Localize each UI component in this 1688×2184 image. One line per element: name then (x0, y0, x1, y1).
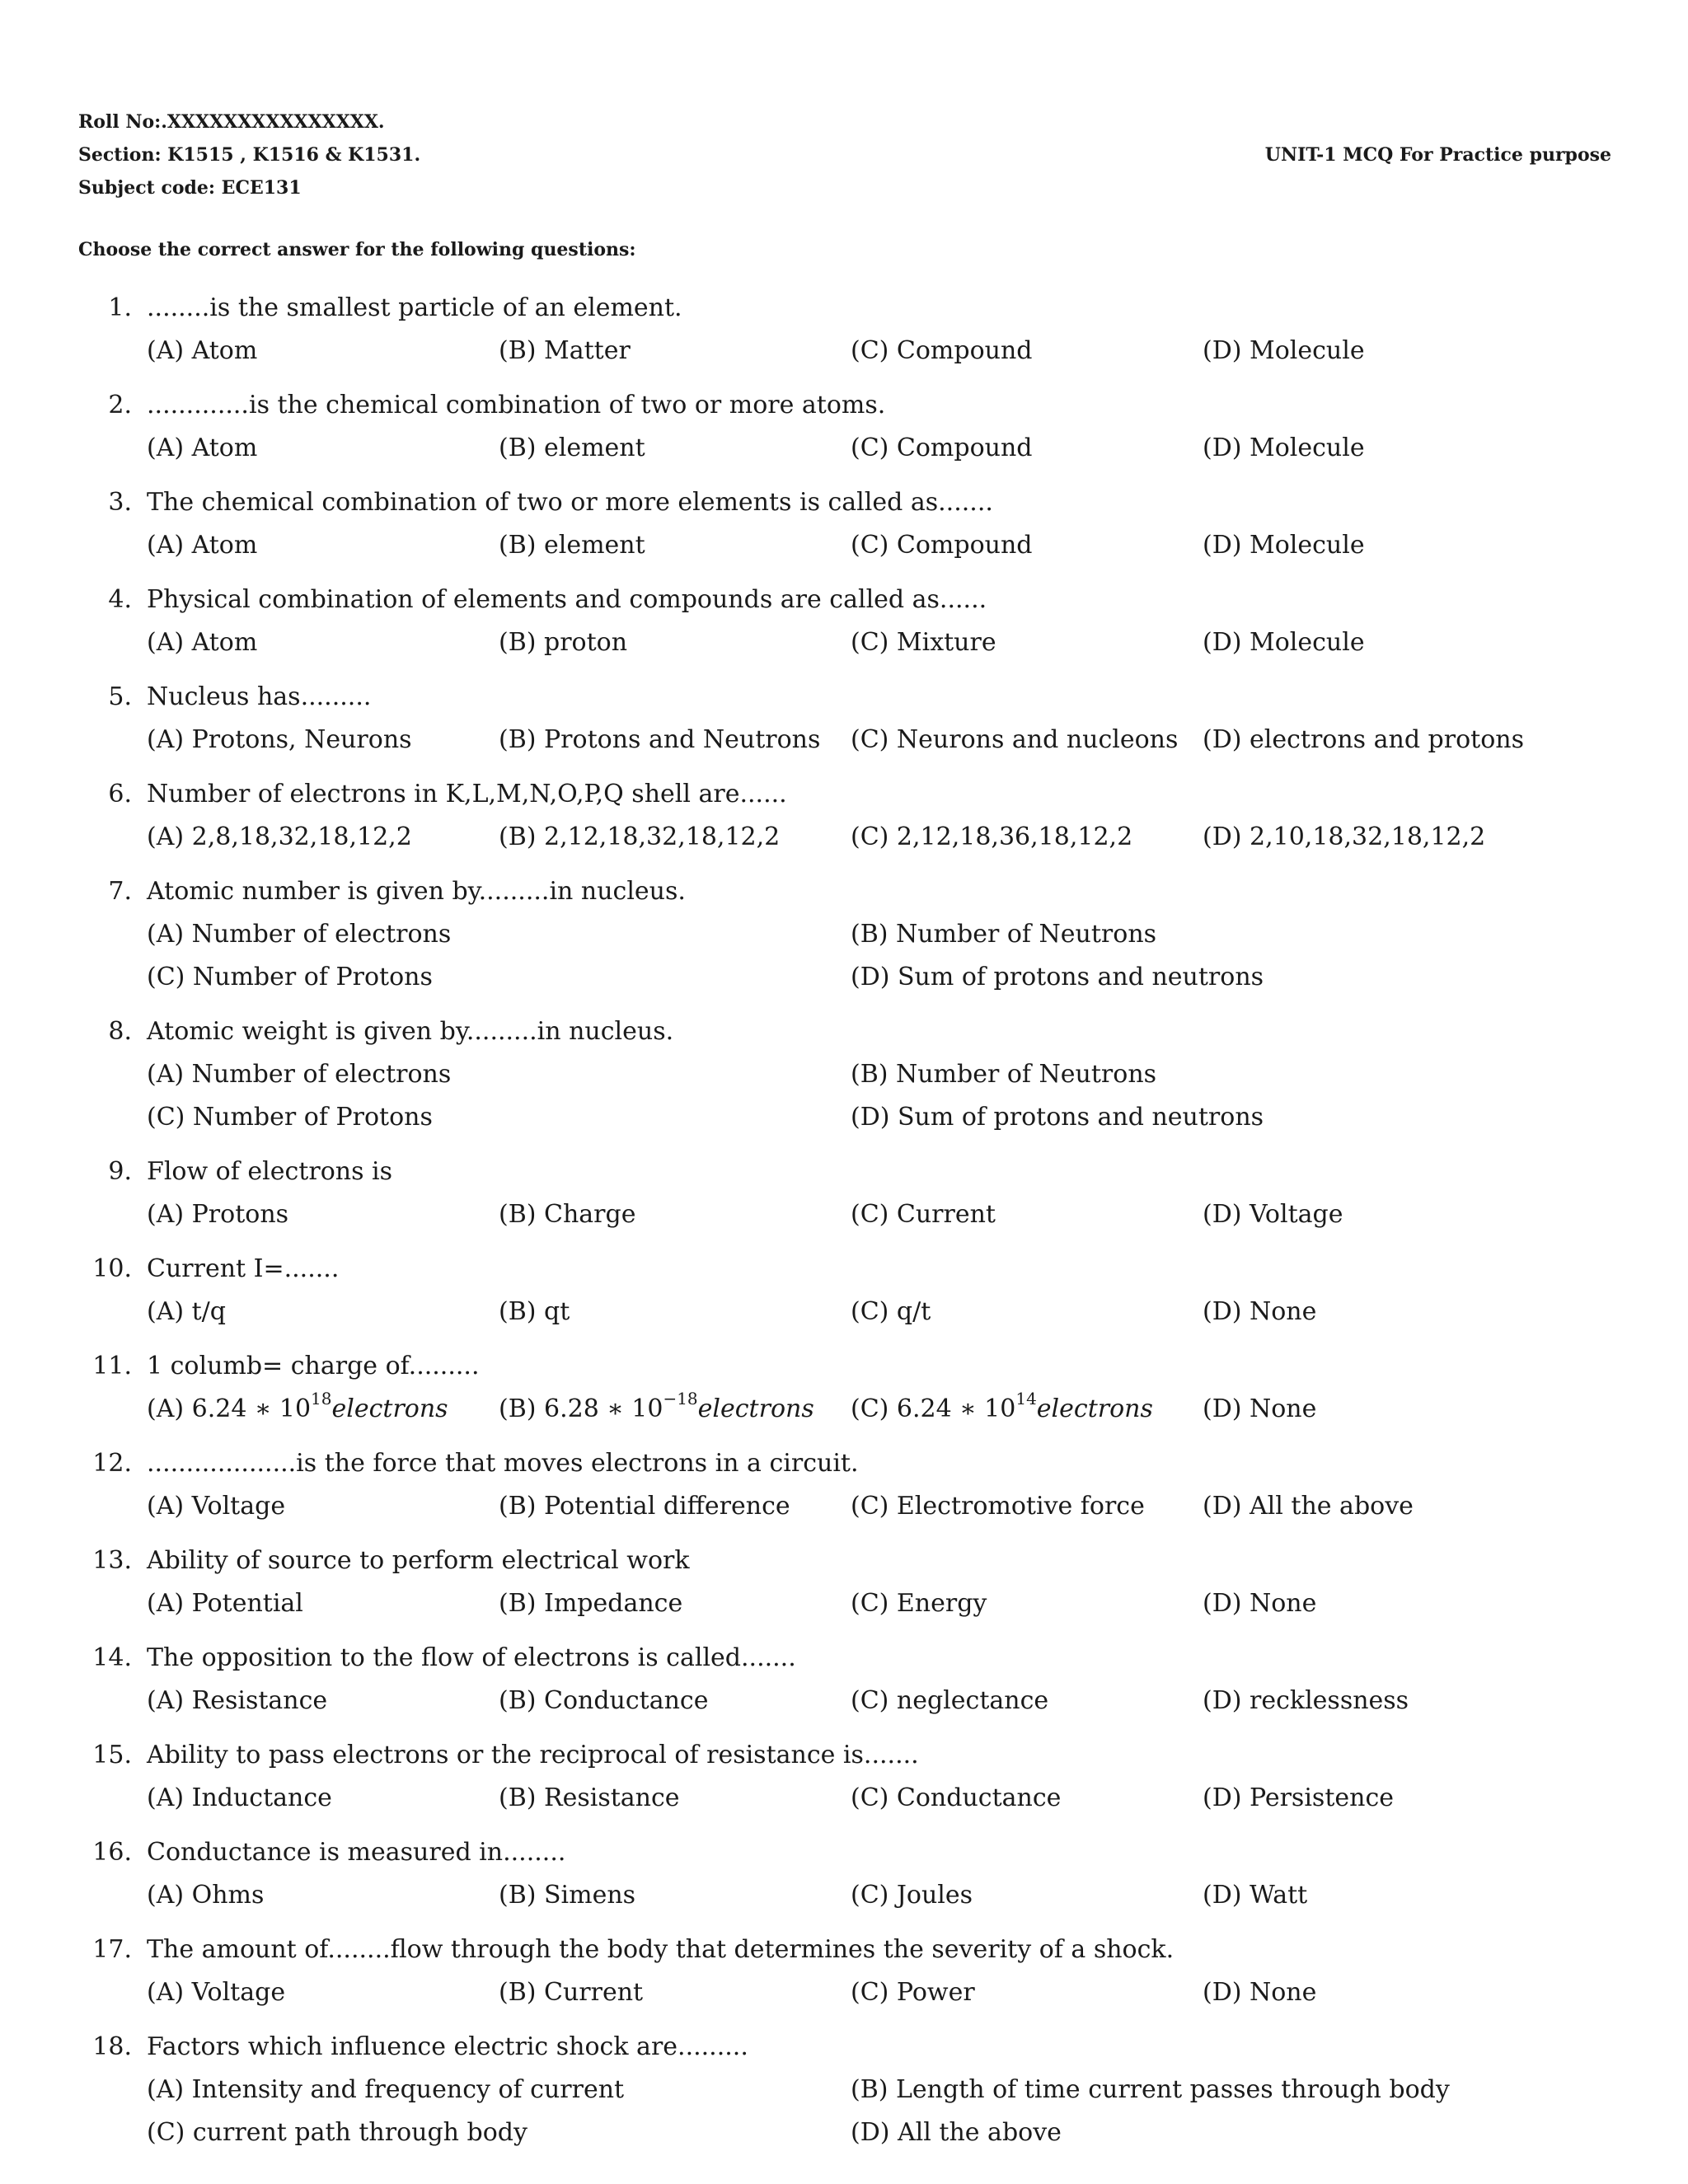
answer-option[interactable]: (A) Intensity and frequency of current (147, 2075, 625, 2104)
option-base: (C) 6.24 ∗ 10 (851, 1394, 1016, 1423)
question-item (0, 1151, 1688, 1236)
question-text: Flow of electrons is (147, 1157, 392, 1186)
question-text: Ability to pass electrons or the reciprocal of resistance is....... (147, 1741, 919, 1769)
answer-option[interactable]: (B) element (499, 531, 645, 560)
question-line (0, 481, 1688, 524)
question-text: .............is the chemical combination of two or more atoms. (147, 391, 886, 419)
answer-option[interactable]: (D) None (1203, 1978, 1317, 2007)
question-text: Conductance is measured in........ (147, 1838, 566, 1867)
answer-option[interactable]: (A) Ohms (147, 1881, 265, 1910)
answer-option[interactable]: (D) 2,10,18,32,18,12,2 (1203, 823, 1486, 851)
question-text: Atomic number is given by.........in nucleus. (147, 877, 686, 906)
answer-option[interactable]: (C) Compound (851, 336, 1033, 365)
answer-option[interactable]: (D) None (1203, 1297, 1317, 1326)
option-base: (D) None (1203, 1394, 1317, 1423)
options-row (0, 816, 1688, 859)
option-exponent: 18 (311, 1389, 332, 1408)
question-item (0, 1929, 1688, 2014)
options-row (0, 1971, 1688, 2014)
question-number: 5. (108, 682, 132, 711)
question-line (0, 579, 1688, 621)
question-line (0, 384, 1688, 427)
option-base: (B) 6.28 ∗ 10 (499, 1394, 663, 1423)
answer-option[interactable]: (C) 2,12,18,36,18,12,2 (851, 823, 1133, 851)
options-row (0, 524, 1688, 567)
answer-option[interactable]: (D) electrons and protons (1203, 725, 1524, 754)
answer-option[interactable]: (B) Simens (499, 1881, 636, 1910)
answer-option[interactable]: (D) Watt (1203, 1881, 1308, 1910)
options-row (0, 956, 1688, 999)
question-item (0, 1010, 1688, 1139)
question-line (0, 773, 1688, 816)
question-item (0, 2026, 1688, 2154)
answer-option[interactable]: (B) qt (499, 1297, 570, 1326)
section-label: Section: K1515 , K1516 & K1531. (78, 144, 421, 166)
options-row (0, 2069, 1688, 2111)
question-text: ...................is the force that moves electrons in a circuit. (147, 1449, 859, 1478)
subject-code: Subject code: ECE131 (78, 177, 302, 199)
answer-option[interactable] (147, 1388, 448, 1431)
answer-option[interactable]: (A) Inductance (147, 1783, 332, 1812)
answer-option[interactable]: (A) Atom (147, 628, 258, 657)
answer-option[interactable]: (D) All the above (1203, 1492, 1414, 1521)
question-text: Current I=....... (147, 1254, 340, 1283)
question-number: 1. (108, 293, 132, 322)
option-unit: electrons (697, 1394, 814, 1423)
option-unit: electrons (331, 1394, 448, 1423)
question-line (0, 676, 1688, 719)
question-text: Physical combination of elements and compounds are called as...... (147, 585, 987, 614)
answer-option[interactable]: (C) Mixture (851, 628, 996, 657)
question-text: The opposition to the flow of electrons is called....... (147, 1643, 796, 1672)
answer-option[interactable]: (B) proton (499, 628, 628, 657)
answer-option[interactable]: (D) Sum of protons and neutrons (851, 963, 1264, 991)
question-item (0, 1637, 1688, 1722)
answer-option[interactable]: (A) Atom (147, 434, 258, 462)
question-item (0, 1734, 1688, 1820)
question-number: 3. (108, 488, 132, 517)
question-number: 17. (92, 1935, 132, 1964)
answer-option[interactable] (499, 1388, 814, 1431)
options-row (0, 2111, 1688, 2154)
question-item (0, 481, 1688, 567)
answer-option[interactable]: (C) Power (851, 1978, 975, 2007)
answer-option[interactable]: (C) Neurons and nucleons (851, 725, 1179, 754)
question-text: The chemical combination of two or more elements is called as....... (147, 488, 993, 517)
option-unit: electrons (1036, 1394, 1153, 1423)
question-line (0, 1637, 1688, 1680)
answer-option[interactable]: (B) Matter (499, 336, 631, 365)
answer-option[interactable]: (D) Persistence (1203, 1783, 1395, 1812)
options-row (0, 1291, 1688, 1333)
answer-option[interactable]: (B) 2,12,18,32,18,12,2 (499, 823, 781, 851)
answer-option[interactable]: (A) Voltage (147, 1492, 286, 1521)
answer-option[interactable]: (B) Conductance (499, 1686, 709, 1715)
question-number: 18. (92, 2032, 132, 2061)
answer-option[interactable]: (D) Voltage (1203, 1200, 1343, 1229)
answer-option[interactable]: (B) Number of Neutrons (851, 920, 1157, 949)
question-line (0, 1540, 1688, 1582)
options-row (0, 1096, 1688, 1139)
answer-option[interactable]: (B) Impedance (499, 1589, 683, 1618)
answer-option[interactable]: (A) Protons (147, 1200, 289, 1229)
answer-option[interactable]: (A) Number of electrons (147, 1060, 452, 1089)
question-item (0, 1248, 1688, 1333)
instructions: Choose the correct answer for the following questions: (78, 239, 636, 260)
question-number: 4. (108, 585, 132, 614)
section-line (78, 138, 1611, 171)
answer-option[interactable]: (B) Charge (499, 1200, 636, 1229)
answer-option[interactable]: (C) current path through body (147, 2118, 528, 2147)
answer-option[interactable]: (D) All the above (851, 2118, 1062, 2147)
answer-option[interactable]: (C) Number of Protons (147, 1103, 433, 1132)
question-item (0, 1345, 1688, 1431)
answer-option[interactable]: (C) Joules (851, 1881, 973, 1910)
question-line (0, 2026, 1688, 2069)
answer-option[interactable] (851, 1388, 1153, 1431)
answer-option[interactable]: (D) None (1203, 1589, 1317, 1618)
question-item (0, 384, 1688, 470)
answer-option[interactable]: (C) Compound (851, 434, 1033, 462)
answer-option[interactable]: (D) Molecule (1203, 434, 1365, 462)
answer-option[interactable]: (D) Molecule (1203, 336, 1365, 365)
question-line (0, 1442, 1688, 1485)
options-row (0, 1874, 1688, 1917)
question-line (0, 1345, 1688, 1388)
question-line (0, 1248, 1688, 1291)
question-line (0, 1734, 1688, 1777)
answer-option[interactable]: (C) Number of Protons (147, 963, 433, 991)
answer-option[interactable]: (C) Energy (851, 1589, 987, 1618)
answer-option[interactable]: (D) recklessness (1203, 1686, 1409, 1715)
question-number: 12. (92, 1449, 132, 1478)
question-text: Nucleus has......... (147, 682, 372, 711)
question-line (0, 1831, 1688, 1874)
answer-option[interactable]: (B) element (499, 434, 645, 462)
question-item (0, 1831, 1688, 1917)
question-text: Factors which influence electric shock are......... (147, 2032, 748, 2061)
question-line (0, 1151, 1688, 1193)
question-text: 1 columb= charge of......... (147, 1352, 480, 1380)
question-text: Ability of source to perform electrical work (147, 1546, 690, 1575)
options-row (0, 330, 1688, 373)
answer-option[interactable]: (C) Current (851, 1200, 996, 1229)
answer-option[interactable]: (C) q/t (851, 1297, 931, 1326)
options-row (0, 913, 1688, 956)
answer-option[interactable]: (A) Atom (147, 336, 258, 365)
answer-option[interactable]: (A) 2,8,18,32,18,12,2 (147, 823, 412, 851)
option-exponent: −18 (663, 1389, 698, 1408)
answer-option[interactable]: (A) Protons, Neurons (147, 725, 412, 754)
answer-option[interactable]: (D) Molecule (1203, 531, 1365, 560)
option-base: (A) 6.24 ∗ 10 (147, 1394, 312, 1423)
options-row (0, 621, 1688, 664)
question-line (0, 870, 1688, 913)
unit-title: UNIT-1 MCQ For Practice purpose (1264, 144, 1611, 166)
answer-option[interactable]: (B) Length of time current passes through body (851, 2075, 1450, 2104)
answer-option[interactable]: (C) Electromotive force (851, 1492, 1145, 1521)
question-number: 2. (108, 391, 132, 419)
question-item (0, 1442, 1688, 1528)
options-row (0, 1777, 1688, 1820)
question-item (0, 1540, 1688, 1625)
roll-number: Roll No:.XXXXXXXXXXXXXXX. (78, 111, 385, 133)
question-number: 14. (92, 1643, 132, 1672)
question-line (0, 287, 1688, 330)
answer-option[interactable]: (B) Potential difference (499, 1492, 790, 1521)
question-list (0, 287, 1688, 2166)
answer-option[interactable]: (C) Compound (851, 531, 1033, 560)
question-number: 8. (108, 1017, 132, 1046)
question-item (0, 773, 1688, 859)
answer-option[interactable]: (A) Number of electrons (147, 920, 452, 949)
question-text: ........is the smallest particle of an element. (147, 293, 682, 322)
options-row (0, 427, 1688, 470)
question-text: Atomic weight is given by.........in nucleus. (147, 1017, 674, 1046)
answer-option[interactable]: (C) Conductance (851, 1783, 1062, 1812)
options-row (0, 1053, 1688, 1096)
answer-option[interactable]: (B) Current (499, 1978, 644, 2007)
question-item (0, 579, 1688, 664)
question-number: 6. (108, 780, 132, 808)
question-line (0, 1010, 1688, 1053)
question-number: 11. (92, 1352, 132, 1380)
answer-option[interactable]: (A) Voltage (147, 1978, 286, 2007)
options-row (0, 1193, 1688, 1236)
answer-option[interactable]: (B) Protons and Neutrons (499, 725, 821, 754)
answer-option[interactable]: (D) Molecule (1203, 628, 1365, 657)
document-header (78, 105, 1611, 204)
question-number: 13. (92, 1546, 132, 1575)
answer-option[interactable]: (A) Atom (147, 531, 258, 560)
answer-option[interactable]: (D) Sum of protons and neutrons (851, 1103, 1264, 1132)
answer-option[interactable]: (A) Resistance (147, 1686, 328, 1715)
question-item (0, 287, 1688, 373)
question-text: Number of electrons in K,L,M,N,O,P,Q shell are...... (147, 780, 787, 808)
options-row (0, 1388, 1688, 1431)
answer-option[interactable]: (A) Potential (147, 1589, 303, 1618)
options-row (0, 1485, 1688, 1528)
question-number: 7. (108, 877, 132, 906)
options-row (0, 1582, 1688, 1625)
answer-option[interactable]: (C) neglectance (851, 1686, 1049, 1715)
question-text: The amount of........flow through the body that determines the severity of a shock. (147, 1935, 1175, 1964)
answer-option[interactable]: (A) t/q (147, 1297, 226, 1326)
options-row (0, 1680, 1688, 1722)
question-number: 9. (108, 1157, 132, 1186)
question-item (0, 676, 1688, 762)
options-row (0, 719, 1688, 762)
question-number: 10. (92, 1254, 132, 1283)
answer-option[interactable]: (B) Number of Neutrons (851, 1060, 1157, 1089)
question-number: 15. (92, 1741, 132, 1769)
option-exponent: 14 (1015, 1389, 1037, 1408)
question-item (0, 870, 1688, 999)
answer-option[interactable] (1203, 1388, 1316, 1431)
question-number: 16. (92, 1838, 132, 1867)
question-line (0, 1929, 1688, 1971)
answer-option[interactable]: (B) Resistance (499, 1783, 680, 1812)
